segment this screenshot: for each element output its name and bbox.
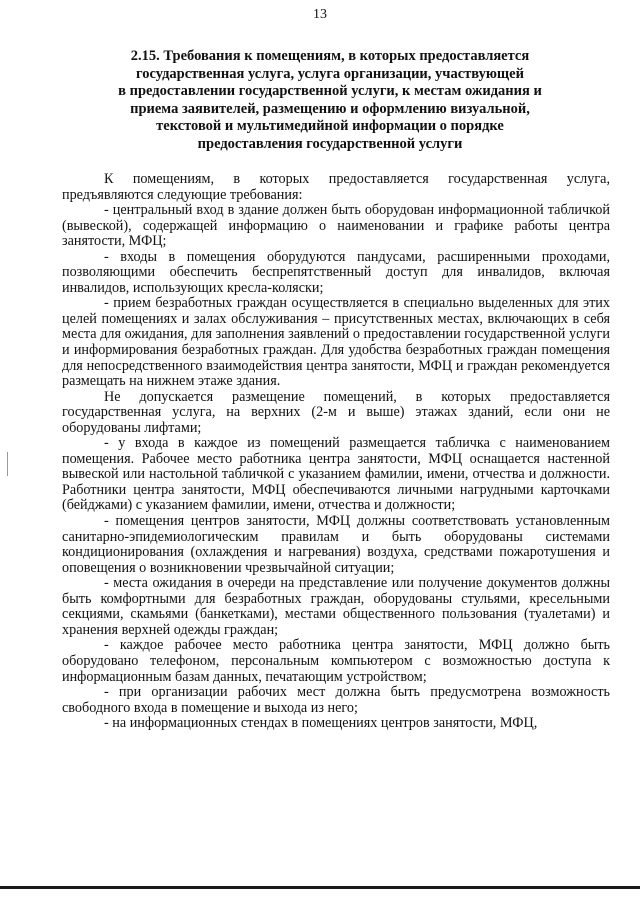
paragraph-workplace-equipment: - каждое рабочее место работника центра занятости, МФЦ должно быть оборудовано телефоном, персональным компьютером с возможностью доступа к информационным базам данных, печатающим устройством; — [62, 637, 610, 685]
heading-line: государственная услуга, услуга организации, участвующей — [136, 65, 524, 82]
paragraph-free-access: - при организации рабочих мест должна быть предусмотрена возможность свободного входа в помещение и выхода из него; — [62, 684, 610, 716]
heading-line: текстовой и мультимедийной информации о порядке — [156, 118, 504, 135]
paragraph-room-signs: - у входа в каждое из помещений размещается табличка с наименованием помещения. Рабочее место работника центра занятости, МФЦ оснащается настенной вывеской или настольной табличкой с указанием фамилии, имени, отчества и должности. Работники центра занятости, МФЦ обеспечиваются личными нагрудными карточками (бейджами) с указанием фамилии, имени, отчества и должности; — [62, 435, 610, 514]
heading-line: в предоставлении государственной услуги, к местам ожидания и — [118, 83, 542, 100]
paragraph-info-stands: - на информационных стендах в помещениях центров занятости, МФЦ, — [104, 715, 538, 732]
paragraph-waiting-areas: - места ожидания в очереди на представление или получение документов должны быть комфортными для безработных граждан, оборудованы стульями, кресельными секциями, скамьями (банкетками), местами общественного пользования (туалетами) и хранения верхней одежды граждан; — [62, 575, 610, 638]
paragraph-intro: К помещениям, в которых предоставляется государственная услуга, предъявляются следующие требования: — [62, 171, 610, 203]
margin-mark — [7, 452, 8, 476]
paragraph-upper-floors: Не допускается размещение помещений, в которых предоставляется государственная услуга, на верхних (2-м и выше) этажах зданий, если они не оборудованы лифтами; — [62, 388, 610, 436]
bottom-rule — [0, 886, 640, 889]
heading-line: 2.15. Требования к помещениям, в которых предоставляется — [130, 48, 530, 64]
page-number: 13 — [313, 7, 327, 22]
section-heading — [82, 48, 578, 154]
paragraph-entrance-sign: - центральный вход в здание должен быть оборудован информационной табличкой (вывеской), содержащей информацию о наименовании и графике работы центра занятости, МФЦ; — [62, 202, 610, 250]
paragraph-ramps: - входы в помещения оборудуются пандусами, расширенными проходами, позволяющими обеспечить беспрепятственный доступ для инвалидов, включая инвалидов, использующих кресла-коляски; — [62, 248, 610, 296]
paragraph-sanitary: - помещения центров занятости, МФЦ должны соответствовать установленным санитарно-эпидемиологическим правилам и быть оборудованы системами кондиционирования (охлаждения и нагревания) воздуха, средствами пожаротушения и оповещения о возникновении чрезвычайной ситуации; — [62, 513, 610, 576]
paragraph-reception-halls: - прием безработных граждан осуществляется в специально выделенных для этих целей помещениях и залах обслуживания – присутственных местах, включающих в себя места для ожидания, для заполнения заявлений о предоставлении государственной услуги и информирования безработных граждан. Для удобства безработных граждан помещения для непосредственного взаимодействия центра занятости, МФЦ и граждан рекомендуется размещать на нижнем этаже здания. — [62, 295, 610, 390]
heading-line: приема заявителей, размещению и оформлению визуальной, — [130, 100, 530, 117]
heading-line: предоставления государственной услуги — [197, 135, 463, 152]
body-text — [62, 172, 610, 732]
